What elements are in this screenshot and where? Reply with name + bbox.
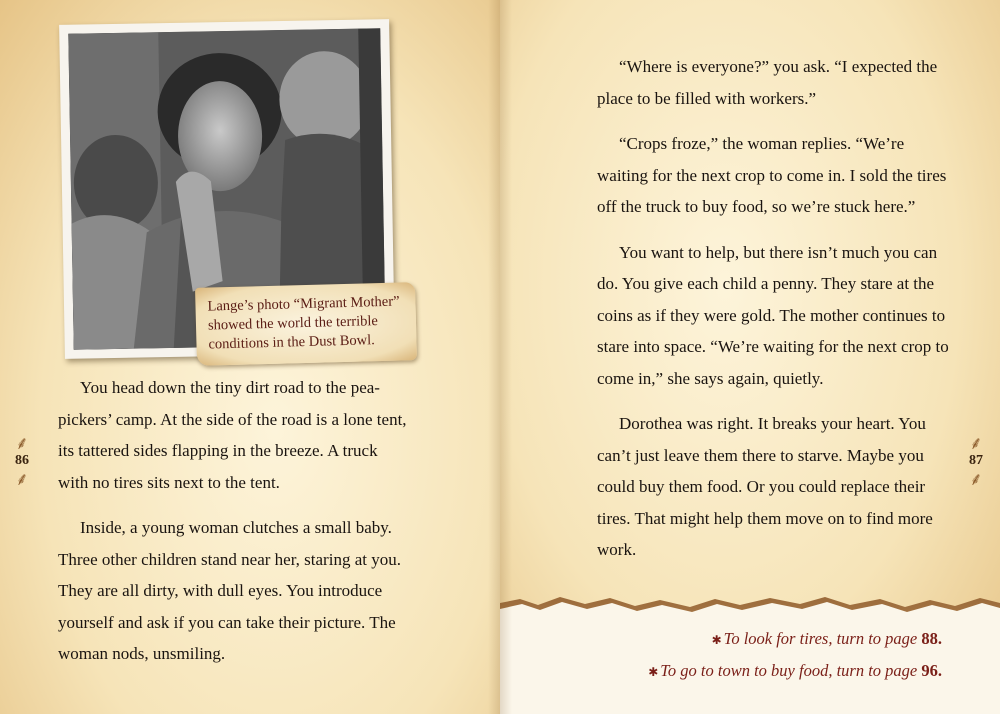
right-page-text <box>597 51 949 566</box>
choice-star-icon: ✱ <box>648 665 659 679</box>
choice-star-icon: ✱ <box>711 633 722 647</box>
choice-buy-food[interactable] <box>648 661 942 681</box>
photo-caption: Lange’s photo “Migrant Mother” showed the world the terrible conditions in the Dust Bowl. <box>207 293 400 353</box>
choice-1-end: . <box>937 629 942 648</box>
left-paragraph-2: Inside, a young woman clutches a small baby. Three other children stand near her, staring at you. They are all dirty, with dull eyes. You introduce yourself and ask if you can take their picture. The woman nods, unsmiling. <box>58 518 401 663</box>
choice-1-text: To look for tires, turn to page <box>723 629 922 648</box>
page-number-right-text: 87 <box>969 453 983 468</box>
left-paragraph-1: You head down the tiny dirt road to the pea-pickers’ camp. At the side of the road is a lone tent, its tattered sides flapping in the breeze. A truck with no tires sits next to the tent. <box>58 378 407 492</box>
right-paragraph-2: “Crops froze,” the woman replies. “We’re waiting for the next crop to come in. I sold the tires off the truck to buy food, so we’re stuck here.” <box>597 134 947 216</box>
right-paragraph-1: “Where is everyone?” you ask. “I expected the place to be filled with workers.” <box>597 57 938 108</box>
choice-2-page: 96 <box>921 661 938 680</box>
ornament-bottom-icon: ⸙ <box>15 469 29 489</box>
torn-paper-edge <box>500 595 1000 714</box>
page-number-right <box>964 434 988 488</box>
choice-look-for-tires[interactable] <box>712 629 942 649</box>
right-page <box>500 0 1000 714</box>
photo-caption-card <box>195 282 417 366</box>
right-paragraph-4: Dorothea was right. It breaks your heart. You can’t just leave them there to starve. Maybe you could buy them food. Or you could replace their tires. That might help them move on to find more work. <box>597 414 933 559</box>
choice-2-text: To go to town to buy food, turn to page <box>660 661 922 680</box>
ornament-bottom-icon: ⸙ <box>969 469 983 489</box>
book-gutter <box>488 0 512 714</box>
choice-1-page: 88 <box>921 629 938 648</box>
page-number-left <box>10 434 34 488</box>
page-number-left-text: 86 <box>15 453 29 468</box>
choice-2-end: . <box>937 661 942 680</box>
choice-panel <box>500 595 1000 714</box>
ornament-top-icon: ⸙ <box>969 433 983 453</box>
ornament-top-icon: ⸙ <box>15 433 29 453</box>
right-paragraph-3: You want to help, but there isn’t much you can do. You give each child a penny. They stare at the coins as if they were gold. The mother continues to stare into space. “We’re waiting for the next crop to come in,” she says again, quietly. <box>597 242 949 388</box>
left-page-text <box>58 372 408 670</box>
